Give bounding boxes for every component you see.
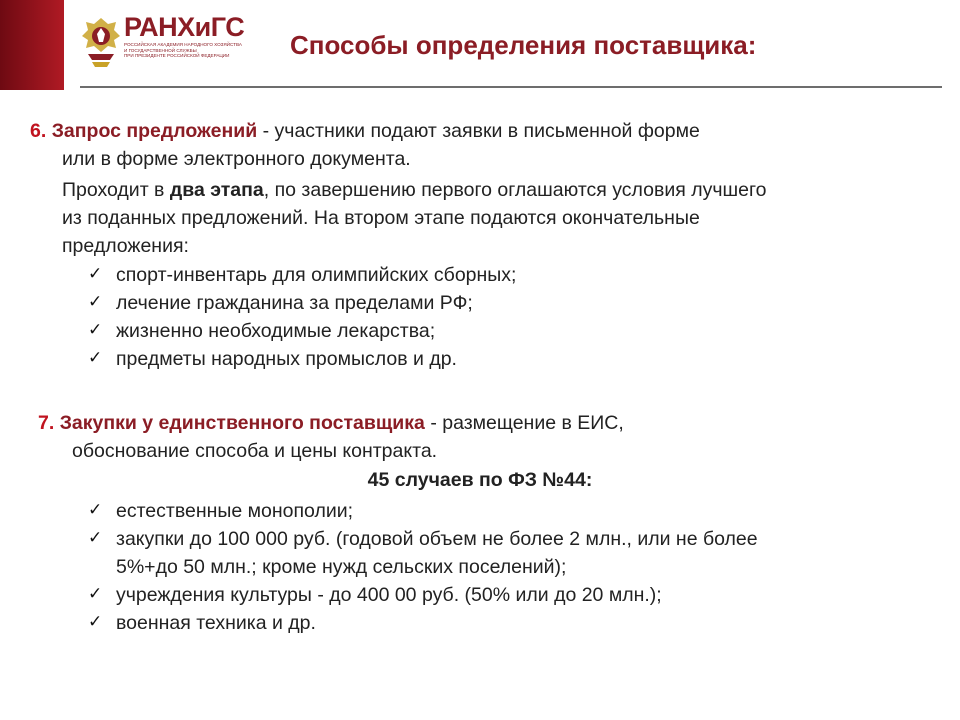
checkmark-icon: ✓ <box>88 584 103 604</box>
section-6-list <box>88 261 516 373</box>
logo-subtitle-line: ПРИ ПРЕЗИДЕНТЕ РОССИЙСКОЙ ФЕДЕРАЦИИ <box>124 53 230 59</box>
list-item <box>88 497 758 525</box>
list-item <box>88 345 516 373</box>
checkmark-icon: ✓ <box>88 348 103 368</box>
list-item-text: предметы народных промыслов и др. <box>116 348 457 370</box>
section-6-detail <box>62 176 767 260</box>
section-6-detail-line3: предложения: <box>62 235 189 257</box>
section-6-number: 6. <box>30 120 47 142</box>
section-7-list <box>88 497 758 637</box>
list-item <box>88 609 758 637</box>
logo-brand: РАНХиГС <box>124 12 245 42</box>
section-6-intro: - участники подают заявки в письменной форме <box>262 120 700 142</box>
list-item-text: 5%+до 50 млн.; кроме нужд сельских поселений); <box>116 556 567 578</box>
list-item-text: военная техника и др. <box>116 612 316 634</box>
list-item-text: естественные монополии; <box>116 500 354 522</box>
logo-subtitle <box>124 42 242 59</box>
section-6-heading-line <box>30 117 700 145</box>
list-item <box>88 317 516 345</box>
list-item-text: спорт-инвентарь для олимпийских сборных; <box>116 264 517 286</box>
section-7-intro-line2: обоснование способа и цены контракта. <box>72 440 438 462</box>
list-item <box>88 525 758 553</box>
list-item-continuation <box>88 553 758 581</box>
checkmark-icon: ✓ <box>88 320 103 340</box>
page-title: Способы определения поставщика: <box>290 30 757 60</box>
logo-subtitle-line: И ГОСУДАРСТВЕННОЙ СЛУЖБЫ <box>124 47 197 53</box>
section-6-heading: Запрос предложений <box>51 120 258 142</box>
header-red-bar <box>0 0 64 90</box>
section-7-intro: - размещение в ЕИС, <box>430 412 624 434</box>
list-item-text: учреждения культуры - до 400 00 руб. (50% или до 20 млн.); <box>116 584 662 606</box>
section-6-intro-line2: или в форме электронного документа. <box>62 148 411 170</box>
checkmark-icon: ✓ <box>88 500 103 520</box>
list-item-text: лечение гражданина за пределами РФ; <box>116 292 473 314</box>
academy-emblem-icon <box>80 16 122 68</box>
section-6-detail-bold: два этапа <box>169 179 264 201</box>
checkmark-icon: ✓ <box>88 264 103 284</box>
checkmark-icon: ✓ <box>88 528 103 548</box>
section-6-intro-cont <box>62 145 411 173</box>
checkmark-icon: ✓ <box>88 292 103 312</box>
section-7-heading-line <box>38 409 624 437</box>
list-item-text: жизненно необходимые лекарства; <box>116 320 436 342</box>
section-7-intro-cont <box>72 437 437 465</box>
logo-subtitle-line: РОССИЙСКАЯ АКАДЕМИЯ НАРОДНОГО ХОЗЯЙСТВА <box>124 42 242 47</box>
list-item <box>88 581 758 609</box>
section-6-detail-prefix: Проходит в <box>62 179 170 201</box>
list-item-text: закупки до 100 000 руб. (годовой объем не более 2 млн., или не более <box>116 528 758 550</box>
checkmark-icon: ✓ <box>88 612 103 632</box>
section-7-heading: Закупки у единственного поставщика <box>59 412 425 434</box>
list-item <box>88 261 516 289</box>
section-6-detail-line2: из поданных предложений. На втором этапе подаются окончательные <box>62 207 700 229</box>
section-7-cases: 45 случаев по ФЗ №44: <box>367 469 593 491</box>
section-6-detail-part1: , по завершению первого оглашаются условия лучшего <box>263 179 767 201</box>
list-item <box>88 289 516 317</box>
section-7-number: 7. <box>38 412 55 434</box>
title-divider <box>80 86 942 88</box>
